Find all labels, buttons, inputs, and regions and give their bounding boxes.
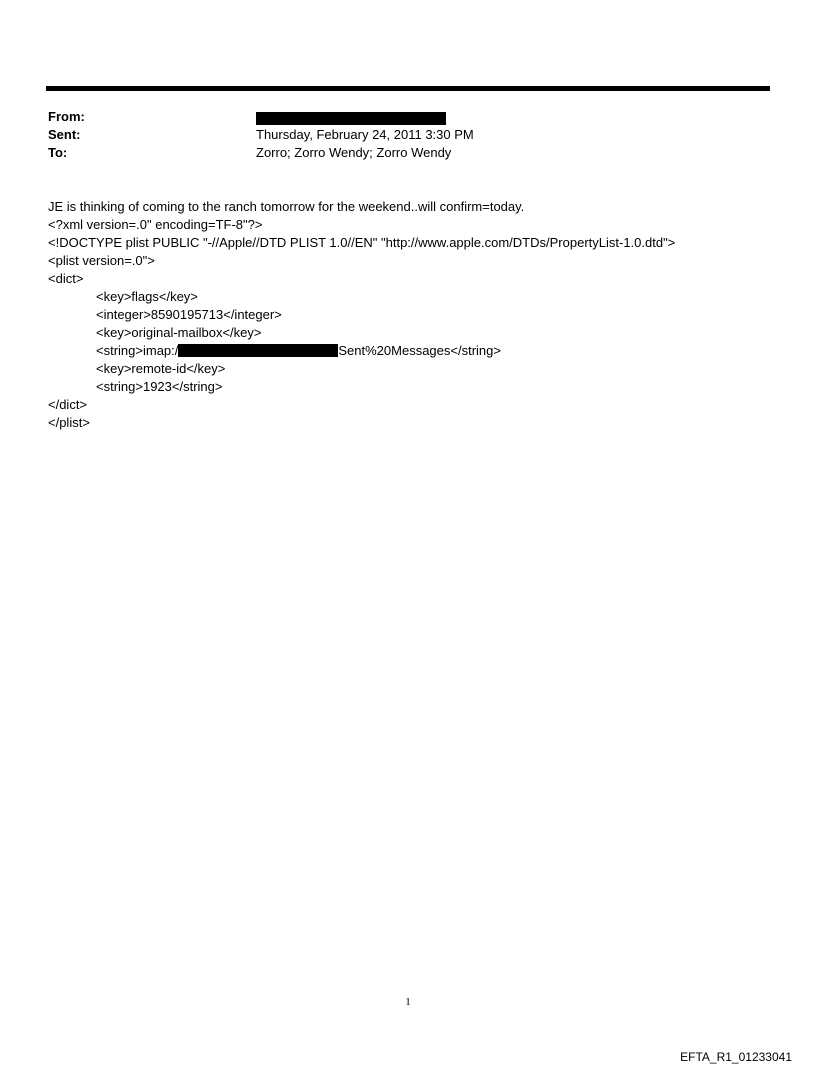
- body-line: <string>1923</string>: [96, 379, 223, 394]
- body-line: <key>flags</key>: [96, 289, 198, 304]
- body-line: <key>original-mailbox</key>: [96, 325, 262, 340]
- body-line: <dict>: [48, 271, 84, 286]
- sent-label: Sent:: [48, 127, 81, 142]
- body-line: JE is thinking of coming to the ranch tomorrow for the weekend..will confirm=today.: [48, 199, 525, 214]
- to-label: To:: [48, 145, 68, 160]
- imap-suffix: Sent%20Messages</string>: [338, 343, 501, 358]
- to-value: Zorro; Zorro Wendy; Zorro Wendy: [256, 145, 452, 160]
- imap-prefix: <string>imap:/: [96, 343, 179, 358]
- from-redaction: [256, 109, 446, 126]
- imap-redaction: [178, 344, 338, 357]
- header-rule: [46, 86, 770, 91]
- body-line: <!DOCTYPE plist PUBLIC "-//Apple//DTD PLIST 1.0//EN" "http://www.apple.com/DTDs/PropertyList-1.0.dtd">: [48, 235, 676, 250]
- email-body: [48, 198, 788, 432]
- from-label: From:: [48, 109, 85, 124]
- body-line-imap: [48, 342, 788, 360]
- body-line: </plist>: [48, 415, 90, 430]
- body-line: <key>remote-id</key>: [96, 361, 226, 376]
- sent-value: Thursday, February 24, 2011 3:30 PM: [256, 127, 474, 142]
- bates-number: EFTA_R1_01233041: [680, 1050, 792, 1064]
- body-line: <?xml version=.0" encoding=TF-8"?>: [48, 217, 263, 232]
- body-line: <integer>8590195713</integer>: [96, 307, 282, 322]
- body-line: <plist version=.0">: [48, 253, 155, 268]
- page-number: 1: [405, 996, 411, 1008]
- body-line: </dict>: [48, 397, 88, 412]
